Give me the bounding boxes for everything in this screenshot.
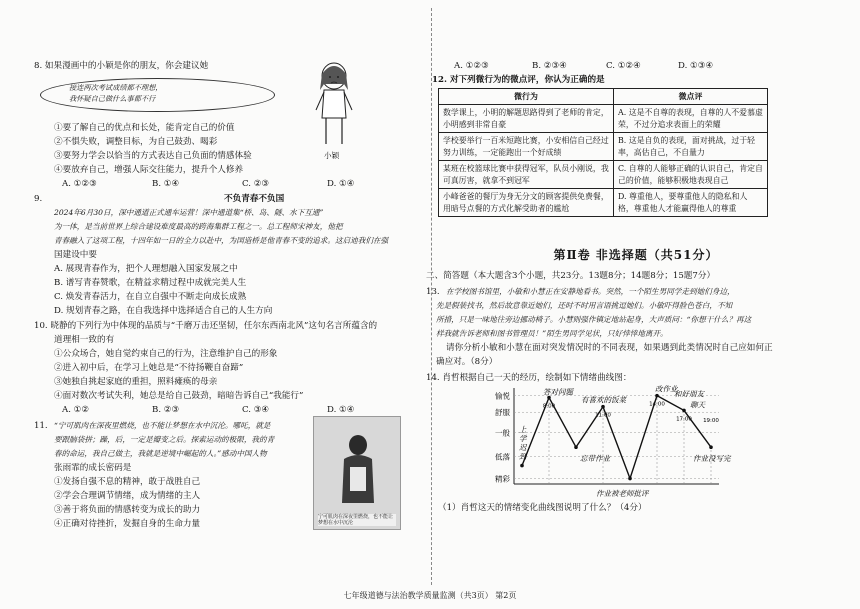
q9-option-a[interactable]: A. 展现青春作为，把个人理想融入国家发展之中 xyxy=(54,264,238,274)
behavior-cell: 小峰爸爸的餐厅为身无分文的顾客提供免费餐，用暗号点餐的方式化解受助者的尴尬 xyxy=(439,189,614,217)
x-tick-label: 8:00 xyxy=(542,403,556,410)
photo-caption: 宁可肌肉在深夜里燃烧，也不能让梦想在水中沉沦 xyxy=(318,514,396,526)
q9-para-1: 2024年6月30日，深中通道正式通车运营！深中通道集“桥、岛、隧、水下互通” xyxy=(54,208,324,217)
chart-annotation: 忘带作业 xyxy=(580,454,610,464)
chart-annotation: 迟 xyxy=(519,443,527,452)
behavior-cell: 数学课上，小明的解题思路得到了老师的肯定，小明感到非常自豪 xyxy=(439,105,614,133)
behavior-cell: 学校要举行一百米短跑比赛，小安相信自己经过努力训练，一定能跑出一个好成绩 xyxy=(439,133,614,161)
q13-para-2: 先是假装找书，然后故意靠近她们，还时不时用言语挑逗她们。小敏吓得脸色苍白，不知 xyxy=(436,301,733,310)
q13-ask-2: 确应对。（8分） xyxy=(436,357,498,367)
q8-item-2: ②不惧失败，调整目标，为自己鼓劲、喝彩 xyxy=(54,137,218,147)
q10-stem-1: 10. 晓静的下列行为中体现的品质与“千磨万击还坚韧，任尔东西南北风”这句名言所蕴含的 xyxy=(34,321,378,331)
q11-item-1: ①发扬自强不息的精神，敢于战胜自己 xyxy=(54,477,201,487)
chart-annotation: 有喜欢的饭菜 xyxy=(581,395,626,405)
q13-ask-1: 请你分析小敏和小慧在面对突发情况时的不同表现，如果遇到此类情况时自己应如何正 xyxy=(446,343,773,353)
header-comment: 微点评 xyxy=(614,89,768,105)
q8-option-b[interactable]: B. ①④ xyxy=(152,179,180,189)
speech-bubble xyxy=(40,78,275,112)
q11-item-4: ④正确对待挫折，发掘自身的生命力量 xyxy=(54,519,201,529)
chart-annotation: 和好朋友 xyxy=(674,389,704,399)
q8-option-a[interactable]: A. ①②③ xyxy=(62,179,97,189)
q10-item-4: ④面对数次考试失利，她总是给自己鼓劲，暗暗告诉自己“我能行” xyxy=(54,391,304,401)
comment-cell: D. 尊重他人，要尊重他人的隐私和人格，尊重他人才能赢得他人的尊重 xyxy=(614,189,768,217)
q8-option-c[interactable]: C. ②③ xyxy=(242,179,270,189)
chart-annotation: 聊天 xyxy=(690,400,705,410)
q14-stem: 14. 肖哲根据自己一天的经历，绘制如下情绪曲线图： xyxy=(426,373,632,383)
page-footer: 七年级道德与法治教学质量监测（共3页） 第2页 xyxy=(343,591,517,600)
q11-item-2: ②学会合理调节情绪，成为情绪的主人 xyxy=(54,491,201,501)
swimmer-photo xyxy=(313,416,401,530)
q8-item-4: ④要放弃自己，增强人际交往能力，提升个人修养 xyxy=(54,165,244,175)
mood-point xyxy=(655,394,659,398)
mood-point xyxy=(574,445,578,449)
q11-number: 11. xyxy=(34,421,48,431)
chart-annotation: 学 xyxy=(519,434,527,443)
q8-item-1: ①要了解自己的优点和长处，能肯定自己的价值 xyxy=(54,123,235,133)
chart-annotation: 答对问题 xyxy=(543,387,573,397)
comment-cell: C. 自尊的人能够正确的认识自己，肯定自己的价值，能够积极地表现自己 xyxy=(614,161,768,189)
mood-point xyxy=(601,405,605,409)
q10-item-3: ③她独自挑起家庭的重担，照料瘫痪的母亲 xyxy=(54,377,218,387)
evaluation-table xyxy=(438,88,768,217)
x-tick-label: 17:00 xyxy=(676,416,692,423)
part2-title: 第Ⅱ卷 非选择题（共51分） xyxy=(553,248,719,262)
q8-options xyxy=(62,178,354,191)
q11-options xyxy=(454,60,713,73)
q11-para-4: 张雨霏的成长密码是 xyxy=(54,463,132,473)
cartoon-girl-illustration xyxy=(310,60,358,150)
y-tick-label: 一般 xyxy=(495,428,510,438)
q10-item-1: ①公众场合，她自觉约束自己的行为，注意维护自己的形象 xyxy=(54,349,278,359)
q11-option-c[interactable]: C. ①②④ xyxy=(606,61,641,71)
q11-para-2: 要跟脑袋拼；躁，后，一定是瓣变之后。探索运动的极限，我的青 xyxy=(54,435,275,444)
chart-annotation: 作业没写完 xyxy=(693,454,731,464)
q12-stem: 12. 对下列微行为的微点评，你认为正确的是 xyxy=(432,75,605,85)
q9-para-4: 国建设中要 xyxy=(54,250,97,260)
q9-title: 不负青春不负国 xyxy=(224,194,285,204)
x-tick-label: 19:00 xyxy=(703,418,719,424)
q10-item-2: ②进入初中后，在学习上她总是“不待扬鞭自奋蹄” xyxy=(54,363,244,373)
table-row xyxy=(439,189,768,217)
q9-option-d[interactable]: D. 规划青春之路，在自我选择中选择适合自己的人生方向 xyxy=(54,306,273,316)
q13-para-1: 在学校图书馆里，小敏和小慧正在安静地看书。突然，一个陌生男同学走到她们身边， xyxy=(446,287,735,296)
chart-annotation: 改作业 xyxy=(655,384,678,394)
table-row xyxy=(439,161,768,189)
q11-para-1: “宁可肌肉在深夜里燃烧，也不能让梦想在水中沉沦。哪吒，就是 xyxy=(54,421,271,430)
behavior-cell: 某班在校篮球比赛中获得冠军，队员小刚说，我可真厉害，就拿不到冠军 xyxy=(439,161,614,189)
mood-point xyxy=(520,464,524,468)
mood-point xyxy=(709,445,713,449)
q10-option-b[interactable]: B. ②③ xyxy=(152,405,180,415)
q11-para-3: 春的命运，我自己做主，我就是逆境中崛起的人。”感动中国人物 xyxy=(54,449,267,458)
q13-para-4: 样我就告诉老师和图书管理员！”陌生男同学见状，只好悻悻地离开。 xyxy=(436,329,668,338)
x-tick-label: 11:00 xyxy=(595,412,611,419)
q10-option-d[interactable]: D. ①④ xyxy=(327,405,355,415)
q11-option-d[interactable]: D. ①③④ xyxy=(678,61,714,71)
comment-cell: A. 这是不自尊的表现，自尊的人不爱慕虚荣，不过分追求表面上的荣耀 xyxy=(614,105,768,133)
q13-number: 13. xyxy=(426,287,440,297)
q11-option-b[interactable]: B. ②③④ xyxy=(532,61,567,71)
chart-annotation: 上 xyxy=(519,425,527,434)
y-tick-label: 舒服 xyxy=(495,408,510,418)
swimmer-silhouette xyxy=(338,433,378,503)
figure-label: 小颖 xyxy=(324,151,340,160)
mood-point xyxy=(682,409,686,413)
q9-para-3: 青春融入了这项工程，十四年如一日的全力以赴中，为国造桥是他青春不变的追求。这启迪我们在强 xyxy=(54,236,389,245)
q10-options xyxy=(62,404,354,417)
q9-option-b[interactable]: B. 谱写青春赞歌，在精益求精过程中成就完美人生 xyxy=(54,278,247,288)
q9-option-c[interactable]: C. 焕发青春活力，在自立自强中不断走向成长成熟 xyxy=(54,292,247,302)
y-tick-label: 低落 xyxy=(495,452,510,462)
comment-cell: B. 这是自负的表现，面对挑战，过于轻率，高估自己，不自量力 xyxy=(614,133,768,161)
chart-annotation: 作业被老师批评 xyxy=(596,489,649,498)
x-tick-label: 14:00 xyxy=(649,401,665,408)
q10-option-a[interactable]: A. ①② xyxy=(62,405,90,415)
header-behavior: 微行为 xyxy=(439,89,614,105)
y-tick-label: 精彩 xyxy=(495,474,510,484)
q11-item-3: ③善于将负面的情感转变为成长的助力 xyxy=(54,505,201,515)
table-header-row xyxy=(439,89,768,105)
q11-option-a[interactable]: A. ①②③ xyxy=(454,61,489,71)
q8-item-3: ③要努力学会以恰当的方式表达自己负面的情感体验 xyxy=(54,151,252,161)
q8-option-d[interactable]: D. ①④ xyxy=(327,179,355,189)
chart-annotation: 到 xyxy=(519,452,527,461)
mood-chart xyxy=(486,384,736,502)
q14-ask: （1）肖哲这天的情绪变化曲线图说明了什么？（4分） xyxy=(438,503,647,513)
q9-para-2: 为一体，是当前世界上综合建设难度最高的跨海集群工程之一。总工程师宋神友，他把 xyxy=(54,222,343,231)
q10-option-c[interactable]: C. ③④ xyxy=(242,405,270,415)
bubble-line-2: 我怀疑自己做什么事都不行 xyxy=(69,94,156,103)
q10-stem-2: 道理相一致的有 xyxy=(54,335,115,345)
mood-point xyxy=(628,477,632,481)
table-row xyxy=(439,133,768,161)
y-tick-label: 愉悦 xyxy=(495,391,510,401)
q9-number: 9. xyxy=(34,194,43,204)
q13-para-3: 所措，只是一味地往旁边挪动椅子。小慧则强作镇定地站起身，大声质问：“你想干什么？再这 xyxy=(436,315,752,324)
q8-stem: 8. 如果漫画中的小颖是你的朋友，你会建议她 xyxy=(34,61,209,71)
section-heading: 二、简答题（本大题含3个小题，共23分。13题8分；14题8分；15题7分） xyxy=(426,271,716,281)
table-row xyxy=(439,105,768,133)
bubble-line-1: 接连两次考试成绩都不理想， xyxy=(69,83,163,92)
